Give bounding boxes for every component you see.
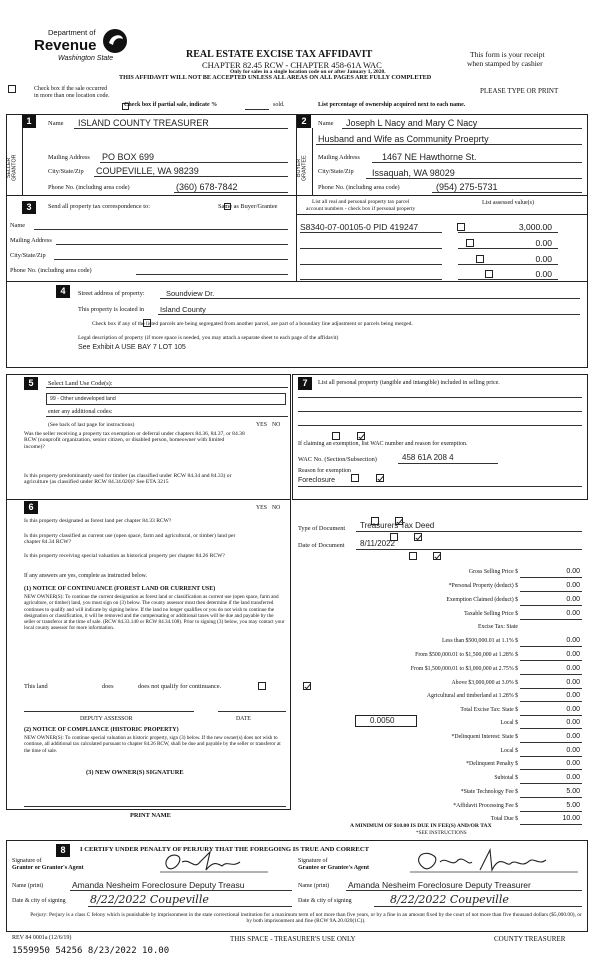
tax-row-line [520, 824, 582, 825]
tax-table [292, 566, 588, 828]
grantor-signature-icon[interactable] [160, 848, 270, 876]
tax-row-value[interactable]: 0.00 [566, 582, 580, 589]
tax-row-value[interactable]: 0.00 [566, 568, 580, 575]
tax-row [292, 595, 588, 607]
doc-date-field[interactable]: 8/11/2022 [360, 539, 395, 548]
s3-mail-input[interactable] [56, 244, 288, 245]
personal-property-label: List all personal property (tangible and intangible) included in selling price. [318, 380, 500, 386]
tax-row-label: Less than $500,000.01 at 1.1% $ [442, 638, 518, 644]
tax-row-label: Taxable Selling Price $ [464, 611, 518, 617]
name-print-grantee-label: Name (print) [298, 883, 330, 889]
tax-row-line [520, 797, 582, 798]
s3-phone-input[interactable] [136, 274, 288, 275]
tax-row-value[interactable]: 0.00 [566, 637, 580, 644]
does-checkbox[interactable] [258, 682, 266, 690]
tax-row-value[interactable]: 0.00 [566, 610, 580, 617]
tax-row-label: *Personal Property (deduct) $ [448, 583, 518, 589]
seller-name-label: Name [48, 120, 64, 127]
seller-grantor-side: SELLER GRANTOR [6, 154, 18, 182]
logo-dept: Department of [48, 28, 96, 37]
doc-type-label: Type of Document [298, 525, 346, 532]
tax-row [292, 732, 588, 744]
seller-phone-label: Phone No. (including area code) [48, 184, 130, 191]
new-owner-signature-input[interactable] [24, 806, 286, 807]
tax-row-value[interactable]: 0.00 [566, 719, 580, 726]
tax-row-line [520, 674, 582, 675]
multi-location-checkbox[interactable] [8, 85, 16, 93]
minimum-due-label: A MINIMUM OF $10.00 IS DUE IN FEE(S) AND/OR TAX [350, 823, 492, 829]
seller-name-field[interactable]: ISLAND COUNTY TREASURER [78, 118, 209, 128]
s6-q2: Is this property classified as current use (open space, farm and agricultural, or timber) land per chapter 84.34 RCW? [24, 533, 236, 546]
buyer-name-field[interactable]: Joseph L Nacy and Mary C Nacy [346, 118, 478, 128]
tax-row [292, 759, 588, 771]
tax-row-line [520, 701, 582, 702]
s6-q3: Is this property receiving special valuation as historical property per chapter 84.26 RCW? [24, 553, 225, 559]
sig-grantor-label1: Signature of [12, 858, 42, 864]
if-any-label: If any answers are yes, complete as instructed below. [24, 573, 147, 579]
section-6-badge: 6 [24, 501, 38, 514]
notice2-title: (2) NOTICE OF COMPLIANCE (HISTORIC PROPERTY) [24, 727, 179, 733]
logo-revenue: Revenue [34, 37, 97, 54]
date-city-grantor-label: Date & city of signing [12, 898, 66, 904]
parcel-header2: account numbers - check box if personal property [306, 206, 416, 212]
tax-row [292, 581, 588, 593]
tax-row [292, 622, 588, 634]
tax-row-line [520, 619, 582, 620]
please-type: PLEASE TYPE OR PRINT [480, 87, 559, 95]
assessed-header: List assessed value(s) [482, 200, 534, 206]
tax-row-label: Above $3,000,000 at 3.0% $ [451, 680, 518, 686]
form-warning: THIS AFFIDAVIT WILL NOT BE ACCEPTED UNLESS ALL AREAS ON ALL PAGES ARE FULLY COMPLETED [119, 74, 432, 81]
tax-row-value[interactable]: 0.00 [566, 596, 580, 603]
tax-row-line [520, 783, 582, 784]
partial-sale-label: Check box if partial sale, indicate % [124, 102, 218, 108]
tax-row-line [520, 605, 582, 606]
dor-swirl-icon [102, 28, 128, 54]
s6-q2-no-checkbox[interactable] [414, 533, 422, 541]
tax-row [292, 787, 588, 799]
tax-row-line [520, 756, 582, 757]
tax-row-value[interactable]: 0.00 [566, 760, 580, 767]
pct-list-label: List percentage of ownership acquired next to each name. [318, 102, 466, 108]
s3-mail-label: Mailing Address [10, 237, 52, 244]
section-6-box [6, 500, 291, 810]
tax-row-value[interactable]: 10.00 [562, 815, 580, 822]
receipt-line2: when stamped by cashier [467, 59, 543, 68]
county-treasurer: COUNTY TREASURER [494, 935, 566, 943]
tax-row-value[interactable]: 0.00 [566, 651, 580, 658]
tax-row-label: Local $ [500, 720, 518, 726]
tax-row-label: Excise Tax: State [477, 624, 518, 630]
print-name-label: PRINT NAME [130, 812, 171, 819]
tax-row-label: *Delinquent Interest: State $ [451, 734, 518, 740]
see-instructions-label: *SEE INSTRUCTIONS [416, 830, 467, 836]
land-use-code: 99 - Other undeveloped land [50, 396, 116, 402]
dor-logo [28, 24, 133, 68]
date-label: DATE [236, 716, 251, 722]
wac-label: WAC No. (Section/Subsection) [298, 456, 377, 463]
logo-state: Washington State [58, 55, 114, 62]
see-back-label: (See back of last page for instructions) [48, 422, 135, 428]
deputy-assessor-label: DEPUTY ASSESSOR [80, 716, 133, 722]
section-5-badge: 5 [24, 377, 38, 390]
reason-label: Reason for exemption [298, 468, 351, 474]
tax-row-value[interactable]: 0.00 [566, 733, 580, 740]
tax-row-line [520, 646, 582, 647]
legal-field[interactable]: See Exhibit A USE BAY 7 LOT 105 [78, 344, 186, 351]
tax-row-line [520, 660, 582, 661]
treasurer-space: THIS SPACE - TREASURER'S USE ONLY [230, 935, 356, 943]
tax-row [292, 691, 588, 703]
street-label: Street address of property: [78, 290, 145, 297]
s5-q2-no-checkbox[interactable] [376, 474, 384, 482]
doc-type-field[interactable]: Treasurers Tax Deed [360, 521, 435, 530]
send-correspondence-label: Send all property tax correspondence to: [48, 203, 150, 210]
seller-phone-field[interactable]: (360) 678-7842 [176, 182, 238, 192]
tax-row [292, 664, 588, 676]
tax-row-line [520, 715, 582, 716]
tax-row-label: Subtotal $ [494, 775, 518, 781]
tax-row-value[interactable]: 0.00 [566, 706, 580, 713]
tax-row-line [520, 769, 582, 770]
tax-row-line [520, 811, 582, 812]
tax-row [292, 801, 588, 813]
this-land-label: This land [24, 683, 48, 690]
does-not-label: does not qualify for continuance. [138, 683, 222, 690]
buyer-city-label: City/State/Zip [318, 168, 354, 175]
tax-row-label: From $1,500,000.01 to $3,000,000 at 2.75% $ [410, 666, 518, 672]
legal-label: Legal description of property (if more space is needed, you may attach a separate sheet to each page of the affidavit) [78, 335, 339, 341]
tax-row-value[interactable]: 5.00 [566, 788, 580, 795]
name-print-grantor-label: Name (print) [12, 883, 44, 889]
seller-mail-label: Mailing Address [48, 154, 90, 161]
s3-name-label: Name [10, 222, 26, 229]
tax-row [292, 705, 588, 717]
notice1-text: NEW OWNER(S): To continue the current designation as forest land or classification as current use (open space, farm and agriculture, or timber) land, you must sign on (3) below. The county assessor must then determine if the land transferred continues to qualify and will indicate by signing below. If the land no longer qualifies or you do not wish to continue the designation or classification, it will be removed and the compensating or additional taxes will be due and payable by the seller or transferor at the time of sale. (RCW 84.33.140 or RCW 84.34.108). Prior to signing (3) below, you may contact your local county assessor for more information. [24, 594, 285, 632]
date-city-grantee-field[interactable]: 8/22/2022 Coupeville [390, 893, 509, 906]
tax-row [292, 746, 588, 758]
name-print-grantee-field[interactable]: Amanda Nesheim Foreclosure Deputy Treasurer [348, 880, 531, 890]
additional-codes-input[interactable] [46, 416, 288, 417]
rev-number: REV 84 0001a (12/6/19) [12, 935, 72, 941]
form-onlyfor: Only for sales in a single location code on or after January 1, 2020. [230, 69, 386, 75]
local-rate-value: 0.0050 [370, 716, 395, 725]
tax-row [292, 678, 588, 690]
buyer-city-field[interactable]: Issaquah, WA 98029 [372, 168, 455, 178]
form-chapter: CHAPTER 82.45 RCW - CHAPTER 458-61A WAC [202, 60, 382, 70]
tax-row-label: Total Due $ [490, 816, 518, 822]
s5-yes: YES [256, 422, 267, 428]
tax-row-value[interactable]: 0.00 [566, 665, 580, 672]
name-print-grantor-field[interactable]: Amanda Nesheim Foreclosure Deputy Treasu [72, 880, 245, 890]
tax-row-value[interactable]: 5.00 [566, 802, 580, 809]
s3-city-label: City/State/Zip [10, 252, 46, 259]
tax-row-value[interactable]: 0.00 [566, 679, 580, 686]
doc-date-label: Date of Document [298, 542, 345, 549]
tax-row-line [520, 688, 582, 689]
tax-row-line [520, 591, 582, 592]
claim-label: If claiming an exemption, list WAC number and reason for exemption. [298, 441, 468, 447]
sig-grantee-label1: Signature of [298, 858, 328, 864]
tax-row-label: *Delinquent Penalty $ [466, 761, 518, 767]
date-city-grantee-label: Date & city of signing [298, 898, 352, 904]
s5-q2: Is this property predominantly used for timber (as classified under RCW 84.34 and 84.33) or agriculture (as classified under RCW 84.34.020)? See ETA 3215 [24, 473, 232, 485]
parcel-1-field[interactable]: S8340-07-00105-0 PID 419247 [300, 222, 419, 232]
tax-row-label: *Affidavit Processing Fee $ [453, 803, 518, 809]
located-label: This property is located in [78, 306, 145, 313]
street-field[interactable]: Soundview Dr. [166, 289, 215, 298]
seller-city-label: City/State/Zip [48, 168, 84, 175]
s3-phone-label: Phone No. (including area code) [10, 267, 92, 274]
seller-mail-field[interactable]: PO BOX 699 [102, 152, 155, 162]
sig-grantee-label2: Grantee or Grantee's Agent [298, 865, 370, 871]
segregated-label: Check box if any of the listed parcels are being segregated from another parcel, are part of a boundary line adjustment or parcels being merged. [92, 321, 413, 327]
buyer-mail-label: Mailing Address [318, 154, 360, 161]
s6-q3-yes-checkbox[interactable] [409, 552, 417, 560]
additional-codes-label: enter any additional codes: [48, 409, 113, 415]
buyer-name-label: Name [318, 120, 334, 127]
tax-row-value[interactable]: 0.00 [566, 747, 580, 754]
tax-row-line [520, 728, 582, 729]
tax-row-label: *State Technology Fee $ [460, 789, 518, 795]
sig-grantor-label2: Grantor or Grantor's Agent [12, 865, 84, 871]
tax-row [292, 567, 588, 579]
notice2-text: NEW OWNER(S): To continue special valuation as historic property, sign (3) below. If the new owner(s) does not wish to continue, all additional tax calculated pursuant to chapter 84.26 RCW, shall be due and payable by the seller or transferor at the time of sale. [24, 735, 281, 754]
s5-q1-no-checkbox[interactable] [357, 432, 365, 440]
assessed-value-4[interactable]: 0.00 [535, 269, 552, 279]
section-2-badge: 2 [297, 115, 311, 128]
s6-no: NO [272, 505, 281, 511]
section-7-badge: 7 [298, 377, 312, 390]
tax-row [292, 773, 588, 785]
tax-row [292, 718, 588, 730]
located-field[interactable]: Island County [160, 305, 206, 314]
section-3-badge: 3 [22, 201, 36, 214]
tax-row-label: Total Excise Tax: State $ [460, 707, 518, 713]
recording-stamp: 1559950 54256 8/23/2022 10.00 [12, 946, 170, 956]
land-use-label: Select Land Use Code(s): [48, 380, 113, 387]
perjury-text: Perjury: Perjury is a class C felony which is punishable by imprisonment in the state correctional institution for a maximum term of not more than five years, or by a fine in an amount fixed by the court of not more than five thousand dollars ($5,000.00), or by both imprisonment and fine (RCW 9A.20.020(1C)). [30, 912, 582, 925]
new-owner-signature-label: (3) NEW OWNER(S) SIGNATURE [86, 769, 184, 776]
buyer-name2-field[interactable]: Husband and Wife as Community Proeprty [318, 134, 489, 144]
wac-field[interactable]: 458 61A 208 4 [402, 453, 454, 462]
sold-label: sold. [273, 102, 285, 108]
assessed-value-2[interactable]: 0.00 [535, 238, 552, 248]
does-label: does [102, 683, 114, 690]
section-8-badge: 8 [56, 844, 70, 857]
tax-row-value[interactable]: 0.00 [566, 774, 580, 781]
multi-location-label2: in more than one location code. [34, 93, 110, 99]
tax-row [292, 650, 588, 662]
same-as-buyer-label: Same as Buyer/Grantee [218, 203, 278, 210]
tax-row [292, 636, 588, 648]
receipt-line1: This form is your receipt [470, 50, 545, 59]
tax-row-line [520, 577, 582, 578]
tax-row-value[interactable]: 0.00 [566, 692, 580, 699]
assessed-value-1[interactable]: 3,000.00 [518, 222, 552, 232]
buyer-grantee-side: BUYER GRANTEE [296, 155, 308, 181]
tax-row-label: Exemption Claimed (deduct) $ [446, 597, 518, 603]
tax-row-label: Local $ [500, 748, 518, 754]
section-4-badge: 4 [56, 285, 70, 298]
s3-name-input[interactable] [34, 229, 288, 230]
seller-city-field[interactable]: COUPEVILLE, WA 98239 [96, 166, 199, 176]
s5-q2-yes-checkbox[interactable] [351, 474, 359, 482]
section-1-badge: 1 [22, 115, 36, 128]
assessed-value-3[interactable]: 0.00 [535, 254, 552, 264]
s6-yes: YES [256, 505, 267, 511]
date-city-grantor-field[interactable]: 8/22/2022 Coupeville [90, 893, 209, 906]
buyer-phone-field[interactable]: (954) 275-5731 [436, 182, 498, 192]
tax-row-line [520, 742, 582, 743]
s6-q3-no-checkbox[interactable] [433, 552, 441, 560]
buyer-phone-label: Phone No. (including area code) [318, 184, 400, 191]
s6-q1: Is this property designated as forest land per chapter 84.33 RCW? [24, 518, 172, 524]
tax-row [292, 609, 588, 621]
buyer-mail-field[interactable]: 1467 NE Hawthorne St. [382, 152, 477, 162]
s5-no: NO [272, 422, 281, 428]
reason-field[interactable]: Foreclosure [298, 477, 335, 484]
s5-q1: Was the seller receiving a property tax exemption or deferral under chapters 84.36, 84.37, or 84.38 RCW (nonprofit organization, senior citizen, or disabled person, homeowner with limited income)? [24, 431, 245, 450]
certify-label: I CERTIFY UNDER PENALTY OF PERJURY THAT THE FOREGOING IS TRUE AND CORRECT [80, 846, 369, 853]
tax-row-label: Gross Selling Price $ [468, 569, 518, 575]
form-title: REAL ESTATE EXCISE TAX AFFIDAVIT [186, 49, 373, 60]
s5-q1-yes-checkbox[interactable] [332, 432, 340, 440]
tax-row-label: Agricultural and timberland at 1.28% $ [426, 693, 518, 699]
parcel-header1: List all real and personal property tax parcel [312, 199, 410, 205]
tax-row-label: From $500,000.01 to $1,500,000 at 1.28% $ [415, 652, 518, 658]
multi-location-label1: Check box if the sale occurred [34, 86, 108, 92]
s3-city-input[interactable] [54, 259, 288, 260]
grantee-signature-icon[interactable] [410, 846, 580, 876]
notice1-title: (1) NOTICE OF CONTINUANCE (FOREST LAND OR CURRENT USE) [24, 586, 216, 592]
partial-sale-input[interactable] [245, 109, 269, 110]
